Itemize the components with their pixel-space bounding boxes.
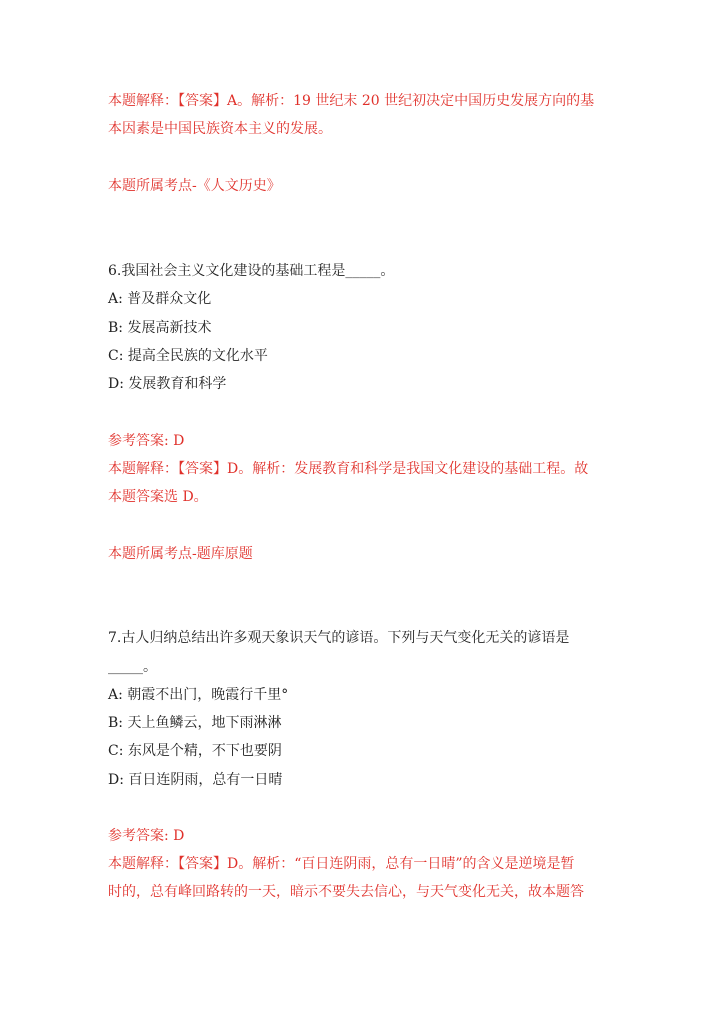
q6-explanation-line1: 本题解释：【答案】D。解析：发展教育和科学是我国文化建设的基础工程。故	[108, 461, 589, 477]
q6-question: 6.我国社会主义文化建设的基础工程是_____。	[108, 263, 395, 279]
q6-topic: 本题所属考点-题库原题	[108, 546, 253, 562]
q7-option-c: C: 东风是个精，不下也要阴	[108, 743, 282, 759]
q7-option-a: A: 朝霞不出门，晚霞行千里°	[108, 687, 289, 703]
q5-explanation-line1: 本题解释：【答案】A。解析：19 世纪末 20 世纪初决定中国历史发展方向的基	[108, 93, 595, 109]
q6-option-c: C: 提高全民族的文化水平	[108, 348, 268, 364]
q6-answer: 参考答案: D	[108, 433, 185, 449]
q7-answer: 参考答案: D	[108, 828, 185, 844]
q6-option-d: D: 发展教育和科学	[108, 376, 227, 392]
q7-question-line2: _____。	[108, 659, 157, 675]
q7-option-d: D: 百日连阴雨，总有一日晴	[108, 772, 283, 788]
q7-explanation-line1: 本题解释：【答案】D。解析：“百日连阴雨，总有一日晴”的含义是逆境是暂	[108, 856, 575, 872]
q7-explanation-line2: 时的，总有峰回路转的一天，暗示不要失去信心，与天气变化无关，故本题答	[108, 884, 584, 900]
q7-question-line1: 7.古人归纳总结出许多观天象识天气的谚语。下列与天气变化无关的谚语是	[108, 630, 570, 646]
q6-option-a: A: 普及群众文化	[108, 291, 212, 307]
q5-topic: 本题所属考点-《人文历史》	[108, 178, 281, 194]
q5-explanation-line2: 本因素是中国民族资本主义的发展。	[108, 121, 332, 137]
q7-option-b: B: 天上鱼鳞云，地下雨淋淋	[108, 715, 282, 731]
q6-explanation-line2: 本题答案选 D。	[108, 489, 208, 505]
q6-option-b: B: 发展高新技术	[108, 320, 212, 336]
